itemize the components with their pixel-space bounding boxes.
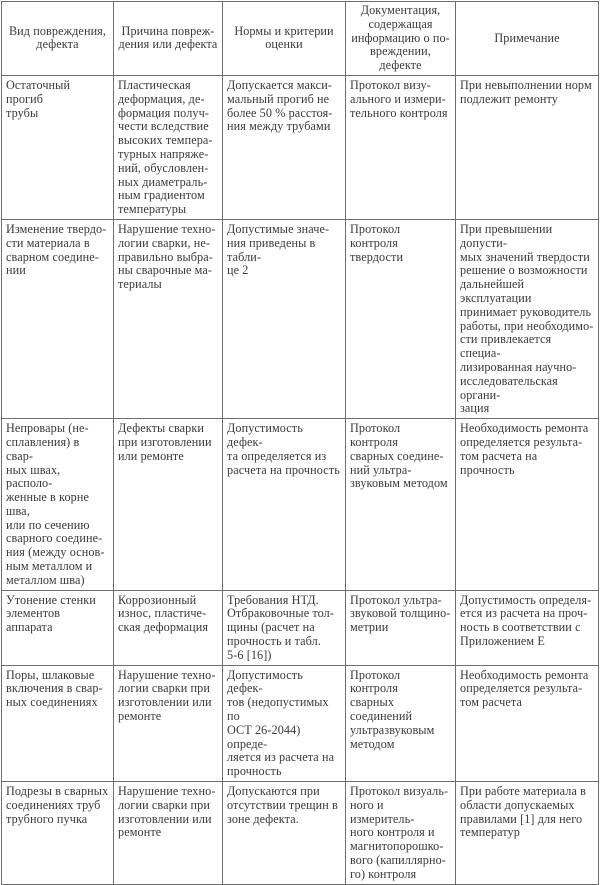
cell-documentation: Протокол визу- ального и измери- тельного контроля [346,75,456,219]
cell-defect-type: Остаточный прогиб трубы [2,75,114,219]
header-cause: Причина повреж- дения или дефекта [114,2,223,76]
cell-cause: Нарушение техно- логии сварки при изготовлении или ремонте [114,782,223,885]
cell-note: При невыполнении норм подлежит ремонту [456,75,599,219]
table-row [2,419,599,591]
cell-defect-type: Непровары (не- сплавления) в свар- ных швах, располо- женные в корне шва, или по сечению сварного соедине- ния (между основ- ным металлом и металлом шва) [2,419,114,591]
table-row [2,590,599,665]
cell-cause: Дефекты сварки при изготовлении или ремонте [114,419,223,591]
cell-documentation: Протокол контроля сварных соединений ультразвуковым методом [346,665,456,781]
cell-documentation: Протокол ультра- звуковой толщино- метрии [346,590,456,665]
table-row [2,75,599,219]
cell-criteria: Допустимость дефек- тов (недопустимых по ОСТ 26-2044) опреде- ляется из расчета на прочность [223,665,346,781]
cell-criteria: Допустимость дефек- та определяется из расчета на прочность [223,419,346,591]
header-defect-type: Вид повреждения, дефекта [2,2,114,76]
cell-criteria: Допустимые значе- ния приведены в табли- це 2 [223,219,346,418]
table-row [2,665,599,781]
cell-documentation: Протокол контроля сварных соедине- ний ультра- звуковым методом [346,419,456,591]
cell-defect-type: Изменение твердо- сти материала в сварном соедине- нии [2,219,114,418]
cell-defect-type: Подрезы в сварных соединениях труб трубного пучка [2,782,114,885]
header-criteria: Нормы и критерии оценки [223,2,346,76]
cell-cause: Пластическая деформация, де- формация получ- чести вследствие высоких темпера- турных напряже- ний, обусловлен- ных диаметраль- ным градиентом температуры [114,75,223,219]
cell-criteria: Требования НТД. Отбраковочные тол- щины (расчет на прочность и табл. 5-6 [16]) [223,590,346,665]
cell-defect-type: Утонение стенки элементов аппарата [2,590,114,665]
defects-table [1,1,599,885]
cell-defect-type: Поры, шлаковые включения в свар- ных соединениях [2,665,114,781]
cell-criteria: Допускаются при отсутствии трещин в зоне дефекта. [223,782,346,885]
cell-note: Допустимость определя- ется из расчета на проч- ность в соответствии с Приложением Е [456,590,599,665]
cell-note: При превышении допусти- мых значений твердости решение о возможности дальнейшей эксплуатации принимает руководитель работы, при необходимо- сти привлекается специа- лизированная научно- исследовательская органи- зация [456,219,599,418]
cell-criteria: Допускается макси- мальный прогиб не более 50 % расстоя- ния между трубами [223,75,346,219]
table-row [2,219,599,418]
table-row [2,782,599,885]
cell-documentation: Протокол визуаль- ного и измеритель- ного контроля и магнитопорошко- вого (капиллярно- го) контроля [346,782,456,885]
cell-cause: Коррозионный износ, пластиче- ская деформация [114,590,223,665]
cell-cause: Нарушение техно- логии сварки, не- правильно выбра- ны сварочные ма- териалы [114,219,223,418]
header-documentation: Документация, содержащая информацию о по- вреждении, дефекте [346,2,456,76]
header-note: Примечание [456,2,599,76]
cell-cause: Нарушение техно- логии сварки при изготовлении или ремонте [114,665,223,781]
cell-note: Необходимость ремонта определяется результа- том расчета на прочность [456,419,599,591]
cell-note: Необходимость ремонта определяется результа- том расчета [456,665,599,781]
table-header-row [2,2,599,76]
cell-documentation: Протокол контроля твердости [346,219,456,418]
cell-note: При работе материала в области допускаемых правилами [1] для него температур [456,782,599,885]
